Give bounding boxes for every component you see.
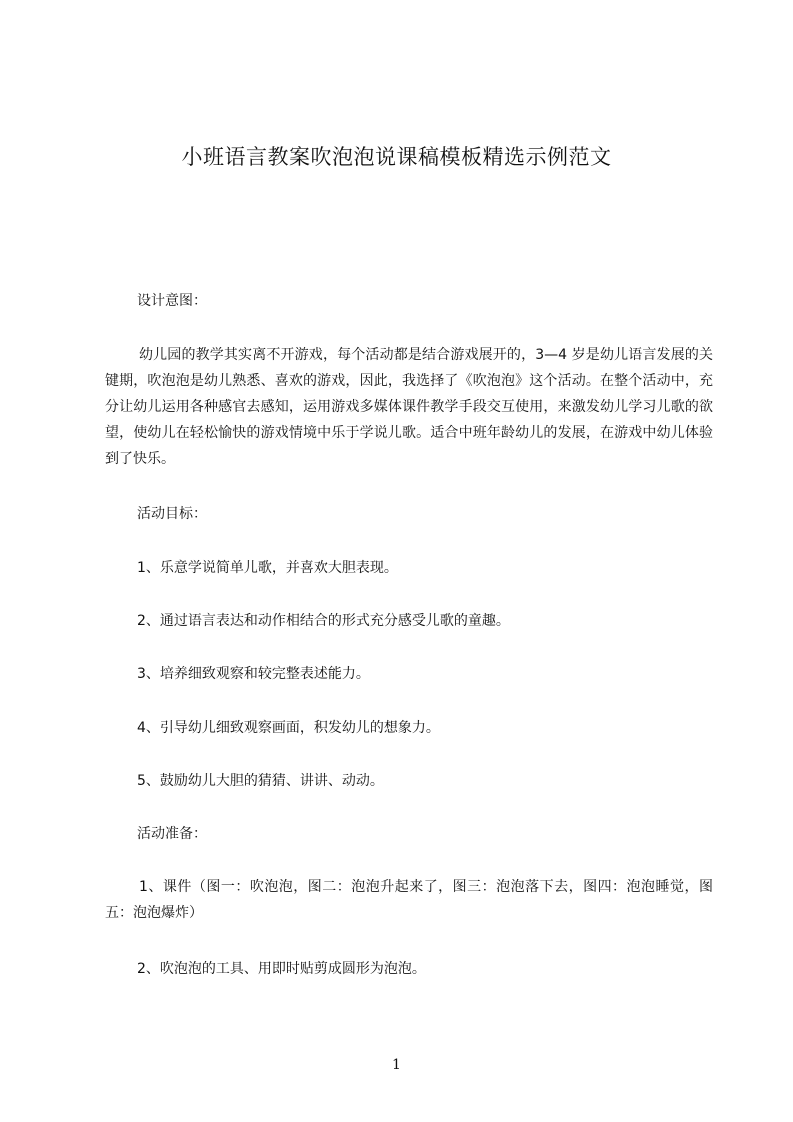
goal-item-4: 4、引导幼儿细致观察画面，积发幼儿的想象力。 [137, 720, 440, 736]
prep-item-1: 1、课件（图一：吹泡泡，图二：泡泡升起来了，图三：泡泡落下去，图四：泡泡睡觉，图五：泡泡爆炸） [105, 879, 713, 921]
prep-item-2: 2、吹泡泡的工具、用即时贴剪成圆形为泡泡。 [137, 961, 426, 977]
page-number: 1 [392, 1057, 401, 1073]
goal-item-5: 5、鼓励幼儿大胆的猜猜、讲讲、动动。 [137, 773, 384, 789]
goals-heading: 活动目标： [137, 506, 207, 522]
design-paragraph: 幼儿园的教学其实离不开游戏，每个活动都是结合游戏展开的，3—4 岁是幼儿语言发展的关键期，吹泡泡是幼儿熟悉、喜欢的游戏，因此，我选择了《吹泡泡》这个活动。在整个活动中，充分让幼儿运用各种感官去感知，运用游戏多媒体课件教学手段交互使用，来激发幼儿学习儿歌的欲望，使幼儿在轻松愉快的游戏情境中乐于学说儿歌。适合中班年龄幼儿的发展，在游戏中幼儿体验到了快乐。 [105, 347, 713, 467]
goal-item-3: 3、培养细致观察和较完整表述能力。 [137, 666, 370, 682]
design-heading: 设计意图： [137, 293, 207, 309]
goal-item-2: 2、通过语言表达和动作相结合的形式充分感受儿歌的童趣。 [137, 613, 510, 629]
prep-heading: 活动准备： [137, 826, 207, 842]
document-title: 小班语言教案吹泡泡说课稿模板精选示例范文 [181, 145, 612, 169]
goal-item-1: 1、乐意学说简单儿歌，并喜欢大胆表现。 [137, 560, 398, 576]
